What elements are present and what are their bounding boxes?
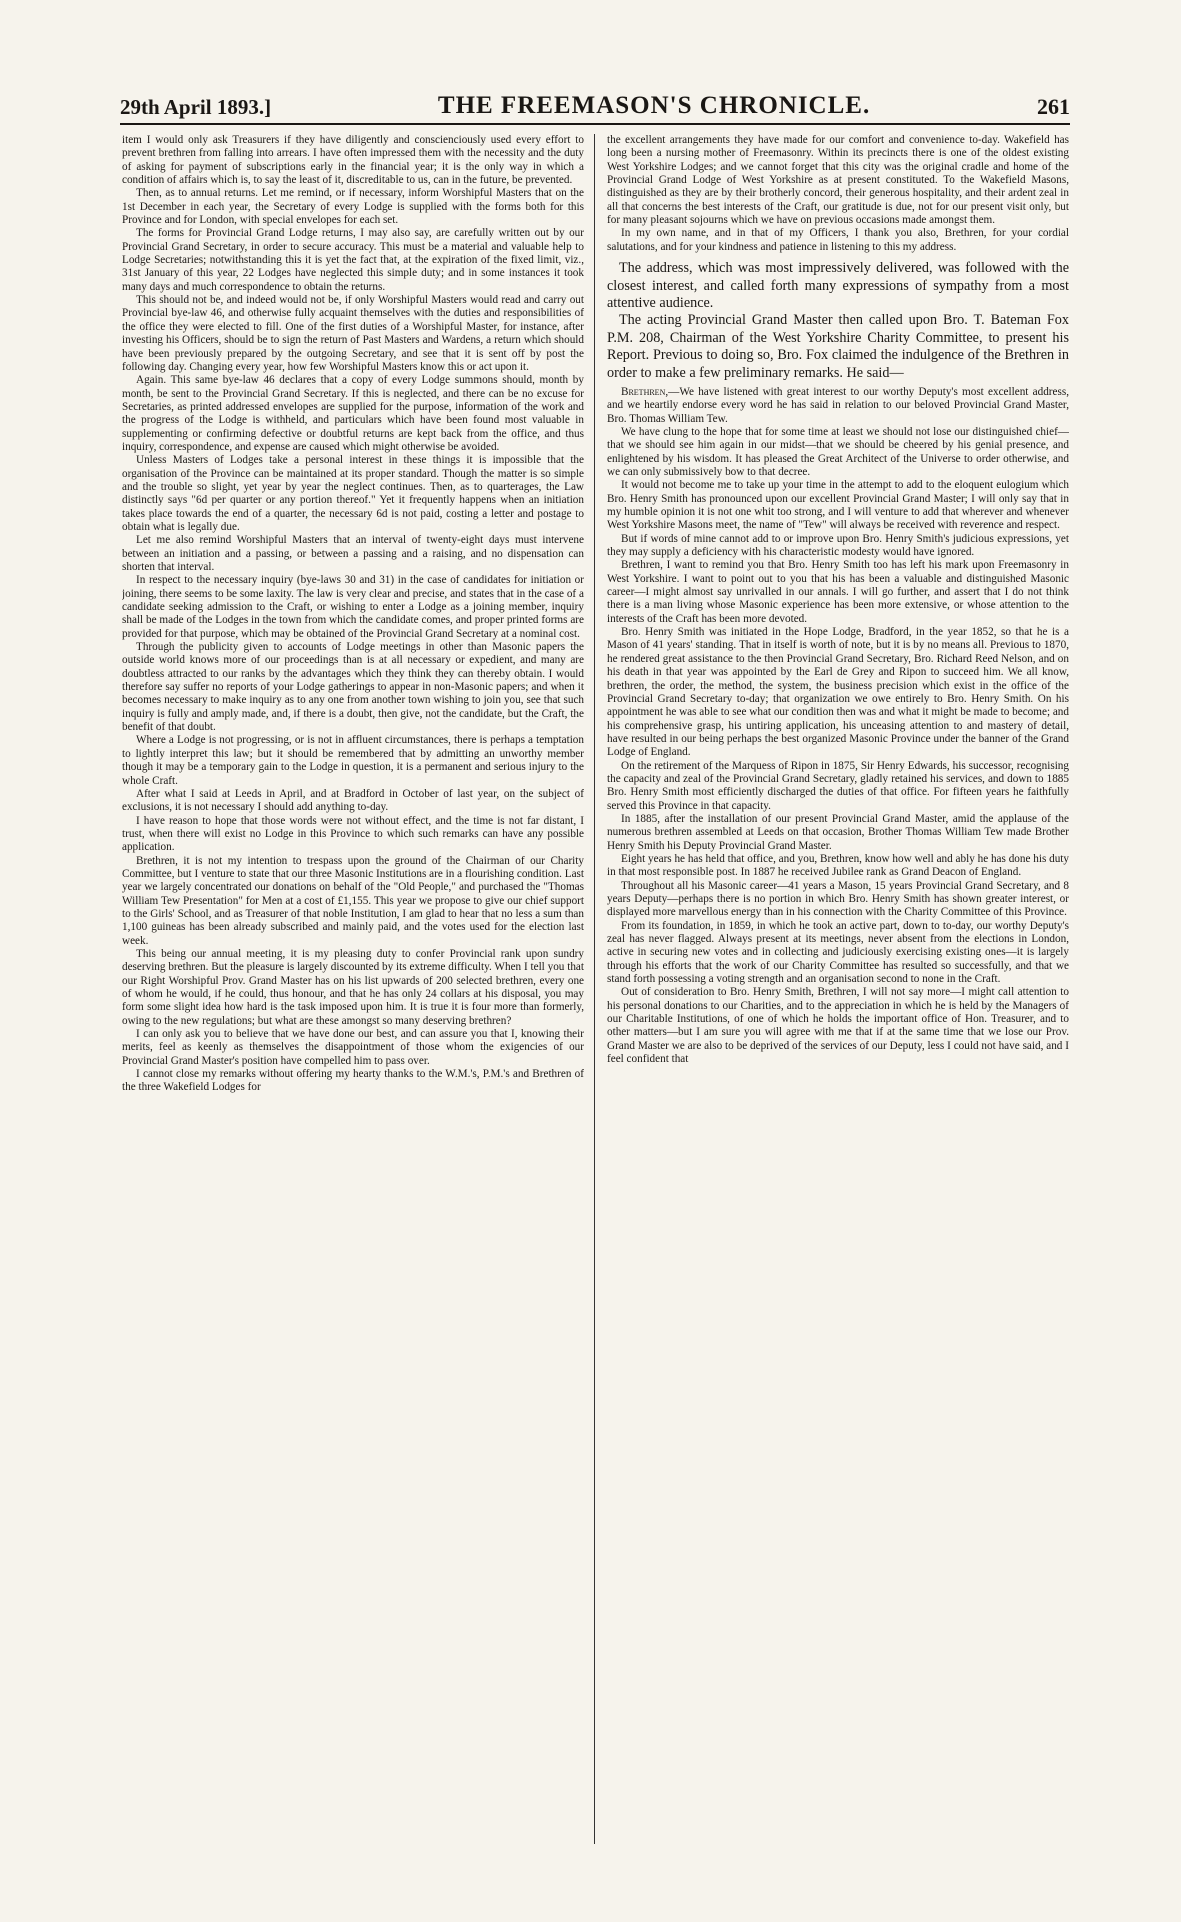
paragraph: I cannot close my remarks without offering my hearty thanks to the W.M.'s, P.M.'s and Brethren of the three Wakefield Lodges for — [122, 1068, 584, 1094]
paragraph: Again. This same bye-law 46 declares that a copy of every Lodge summons should, month by month, be sent to the Provincial Grand Secretary. If this is neglected, and there can be no excuse for Secretaries, as printed addressed envelopes are supplied for the purpose, information of the work and the progress of the Lodge is withheld, and particulars which have been found most valuable in supplementing or confirming defective or doubtful returns are kept back from the office, and thus inquiry, correspondence, and expense are caused which might otherwise be avoided. — [122, 374, 584, 453]
right-column — [607, 134, 1069, 1844]
paragraph: Unless Masters of Lodges take a personal interest in these things it is impossible that the organisation of the Province can be maintained at its proper standard. Though the matter is so simple and the trouble so slight, yet year by year the neglect continues. Then, as to quarterages, the Law distinctly says "6d per quarter or any portion thereof." Yet it frequently happens when an initiation takes place towards the end of a quarter, the necessary 6d is not paid, costing a letter and postage to obtain what is legally due. — [122, 454, 584, 533]
column-divider — [594, 134, 595, 1844]
salutation: Brethren, — [621, 385, 669, 398]
paragraph: Then, as to annual returns. Let me remind, or if necessary, inform Worshipful Masters that on the 1st December in each year, the Secretary of every Lodge is supplied with the forms both for this Province and for London, with special envelopes for each set. — [122, 187, 584, 227]
paragraph: I have reason to hope that those words were not without effect, and the time is not far distant, I trust, when there will exist no Lodge in this Province to which such remarks can have any possible application. — [122, 814, 584, 854]
header-rule — [120, 123, 1070, 125]
paragraph: We have clung to the hope that for some time at least we should not lose our distinguished chief—that we should see him again in our midst—that we should be cheered by his genial presence, and enlightened by his wisdom. It has pleased the Great Architect of the Universe to order otherwise, and we can only submissively bow to that decree. — [607, 425, 1069, 478]
lead-paragraph: The acting Provincial Grand Master then called upon Bro. T. Bateman Fox P.M. 208, Chairman of the West Yorkshire Charity Committee, to present his Report. Previous to doing so, Bro. Fox claimed the indulgence of the Brethren in order to make a few preliminary remarks. He said— — [607, 312, 1069, 381]
paragraph — [607, 386, 1069, 426]
paragraph: Bro. Henry Smith was initiated in the Hope Lodge, Bradford, in the year 1852, so that he is a Mason of 41 years' standing. That in itself is worth of note, but it is by no means all. Previous to 1870, he rendered great assistance to the then Provincial Grand Secretary, Bro. Richard Reed Nelson, and on his death in that year was appointed by the Earl de Grey and Ripon to succeed him. We all know, brethren, the order, the method, the system, the business precision which exist in the office of the Provincial Grand Secretary to-day; that organization we owe entirely to Bro. Henry Smith. On his appointment he was able to see what our condition then was and what it might be made to become; and his comprehensive grasp, his untiring application, his unceasing attention to and mastery of detail, have resulted in our being perhaps the best organized Masonic Province under the banner of the Grand Lodge of England. — [607, 626, 1069, 759]
paragraph: This being our annual meeting, it is my pleasing duty to confer Provincial rank upon sundry deserving brethren. But the pleasure is largely discounted by its extreme difficulty. When I tell you that our Right Worshipful Prov. Grand Master has on his list upwards of 200 selected brethren, every one of whom he would, if he could, thus honour, and that he has only 24 collars at his disposal, you may form some slight idea how hard is the task imposed upon him. It is true it is four more than formerly, owing to the new regulations; but what are these amongst so many deserving brethren? — [122, 947, 584, 1027]
paragraph: Through the publicity given to accounts of Lodge meetings in other than Masonic papers the outside world knows more of our proceedings than is at all necessary or expedient, and many are doubtless attracted to our ranks by the advantages which they think they can thereby obtain. I would therefore say suffer no reports of your Lodge gatherings to appear in non-Masonic papers; and when it becomes necessary to make inquiry as to any one from another town wishing to join you, see that such inquiry is fully and amply made, and, if there is a doubt, then give, not the candidate, but the Craft, the benefit of that doubt. — [122, 641, 584, 734]
page-number: 261 — [1037, 94, 1070, 119]
paragraph: From its foundation, in 1859, in which he took an active part, down to to-day, our worthy Deputy's zeal has never flagged. Always present at its meetings, never absent from the elections in London, active in securing new votes and in collecting and judiciously exercising existing ones—it is largely through his efforts that the work of our Charity Committee has resulted so successfully, and that we stand forth possessing a voting strength and an organisation second to none in the Craft. — [607, 919, 1069, 986]
paragraph: After what I said at Leeds in April, and at Bradford in October of last year, on the subject of exclusions, it is not necessary I should add anything to-day. — [122, 787, 584, 814]
paragraph: But if words of mine cannot add to or improve upon Bro. Henry Smith's judicious expressions, yet they may supply a deficiency with his characteristic modesty would have ignored. — [607, 532, 1069, 559]
paragraph: Let me also remind Worshipful Masters that an interval of twenty-eight days must intervene between an initiation and a passing, or between a passing and a raising, and no dispensation can shorten that interval. — [122, 534, 584, 573]
publication-title: THE FREEMASON'S CHRONICLE. — [437, 92, 871, 119]
paragraph: Brethren, I want to remind you that Bro. Henry Smith too has left his mark upon Freemasonry in West Yorkshire. I want to point out to you that his has been a valuable and distinguished Masonic career—I might almost say unrivalled in our annals. I will go further, and assert that I do not think there is a man living whose Masonic experience has been more extensive, or whose attention to the interests of the Craft has been more devoted. — [607, 559, 1069, 625]
paragraph: Out of consideration to Bro. Henry Smith, Brethren, I will not say more—I might call attention to his personal donations to our Charities, and to the appreciation in which he is held by the Managers of our Charitable Institutions, of one of which he holds the important office of Hon. Treasurer, and to other matters—but I am sure you will agree with me that if at the same time that we lose our Prov. Grand Master we are also to be deprived of the services of our Deputy, less I could not have said, and I feel confident that — [607, 986, 1069, 1066]
paragraph: Where a Lodge is not progressing, or is not in affluent circumstances, there is perhaps a temptation to lightly interpret this law; but it should be remembered that by admitting an unworthy member though it may be a temporary gain to the Lodge in question, it is a permanent and serious injury to the whole Craft. — [122, 734, 584, 787]
paragraph: item I would only ask Treasurers if they have diligently and conscienciously used every effort to prevent brethren from falling into arrears. I have often impressed them with the necessity and the duty of asking for payment of subscriptions early in the financial year; it is the only way in which a condition of affairs which is, to say the least of it, discreditable to us, can in the future, be prevented. — [122, 134, 584, 187]
paragraph: In respect to the necessary inquiry (bye-laws 30 and 31) in the case of candidates for initiation or joining, there seems to be some laxity. The law is very clear and precise, and states that in the case of a candidate seeking admission to the Craft, or wishing to enter a Lodge as a joining member, inquiry shall be made of the Lodges in the town from which the candidate comes, and proper printed forms are provided for that purpose, which may be obtained of the Provincial Grand Secretary at a nominal cost. — [122, 574, 584, 640]
paragraph: Eight years he has held that office, and you, Brethren, know how well and ably he has done his duty in that most responsible post. In 1887 he received Jubilee rank as Grand Deacon of England. — [607, 852, 1069, 879]
paragraph: In my own name, and in that of my Officers, I thank you also, Brethren, for your cordial salutations, and for your kindness and patience in listening to this my address. — [607, 227, 1069, 253]
masthead — [120, 90, 1070, 120]
paragraph-text: —We have listened with great interest to our worthy Deputy's most excellent address, and we heartily endorse every word he has said in relation to our beloved Provincial Grand Master, Bro. Thomas William Tew. — [607, 385, 1069, 425]
paragraph: Brethren, it is not my intention to trespass upon the ground of the Chairman of our Charity Committee, but I venture to state that our three Masonic Institutions are in a flourishing condition. Last year we largely concentrated our donations on behalf of the "Old People," and purchased the "Thomas William Tew Presentation" for Men at a cost of £1,155. This year we propose to give our chief support to the Girls' School, and as Treasurer of that noble Institution, I am glad to hear that no less a sum than 1,100 guineas has been already subscribed and mainly paid, and the votes used for the election last week. — [122, 854, 584, 947]
left-column — [122, 134, 584, 1844]
paragraph: It would not become me to take up your time in the attempt to add to the eloquent eulogium which Bro. Henry Smith has pronounced upon our excellent Provincial Grand Master; I will only say that in my humble opinion it is not one whit too strong, and I will venture to add that wherever and whenever West Yorkshire Masons meet, the name of "Tew" will always be received with reverence and respect. — [607, 479, 1069, 532]
paragraph: Throughout all his Masonic career—41 years a Mason, 15 years Provincial Grand Secretary, and 8 years Deputy—perhaps there is no portion in which Bro. Henry Smith has shown greater interest, or displayed more marvellous energy than in his connection with the Charity Committee of this Province. — [607, 879, 1069, 919]
paragraph: On the retirement of the Marquess of Ripon in 1875, Sir Henry Edwards, his successor, recognising the capacity and zeal of the Provincial Grand Secretary, gladly retained his services, and down to 1885 Bro. Henry Smith most efficiently discharged the duties of that office. For fifteen years he faithfully served this Province in that capacity. — [607, 759, 1069, 812]
paragraph: I can only ask you to believe that we have done our best, and can assure you that I, knowing their merits, feel as keenly as themselves the disappointment of those whom the exigencies of our Provincial Grand Master's position have compelled him to pass over. — [122, 1028, 584, 1067]
lead-paragraph: The address, which was most impressively delivered, was followed with the closest interest, and called forth many expressions of sympathy from a most attentive audience. — [607, 260, 1069, 311]
paragraph: This should not be, and indeed would not be, if only Worshipful Masters would read and carry out Provincial bye-law 46, and otherwise fully acquaint themselves with the duties and responsibilities of the office they were elected to fill. One of the first duties of a Worshipful Master, for instance, after investing his Officers, should be to sign the return of Past Masters and Wardens, a return which should have been previously prepared by the outgoing Secretary, and see that it is sent off by post the following day. Changing every year, how few Worshipful Masters know this or act upon it. — [122, 294, 584, 373]
paragraph: In 1885, after the installation of our present Provincial Grand Master, amid the applause of the numerous brethren assembled at Leeds on that occasion, Brother Thomas William Tew made Brother Henry Smith his Deputy Provincial Grand Master. — [607, 812, 1069, 852]
paragraph: The forms for Provincial Grand Lodge returns, I may also say, are carefully written out by our Provincial Grand Secretary, in order to secure accuracy. This must be a material and valuable help to Lodge Secretaries; notwithstanding this it is yet the fact that, at the expiration of the fixed limit, viz., 31st January of this year, 22 Lodges have neglected this simple duty; and in some instances it took many days and much correspondence to obtain the returns. — [122, 227, 584, 293]
paragraph: the excellent arrangements they have made for our comfort and convenience to-day. Wakefield has long been a nursing mother of Freemasonry. Within its precincts there is one of the oldest existing West Yorkshire Lodges; and we cannot forget that this city was the original cradle and home of the Provincial Grand Lodge of West Yorkshire as at present constituted. To the Wakefield Masons, distinguished as they are by their brotherly concord, their generous hospitality, and their ardent zeal in all that concerns the best interests of the Craft, our gratitude is due, not for our present visit only, but for many pleasant sojourns which we have on previous occasions made amongst them. — [607, 134, 1069, 227]
issue-date: 29th April 1893.] — [120, 95, 272, 119]
